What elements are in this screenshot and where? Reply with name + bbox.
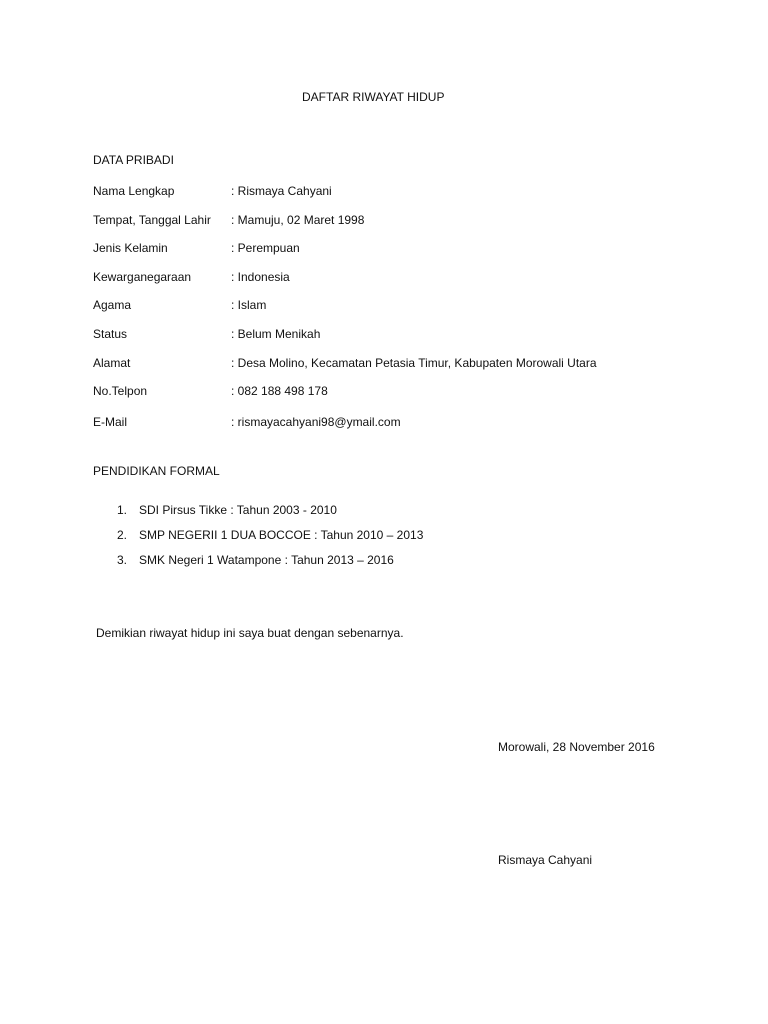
list-item-number: 1.: [117, 503, 128, 517]
value-religion: : Islam: [231, 298, 267, 312]
value-nationality: : Indonesia: [231, 270, 290, 284]
label-address: Alamat: [93, 356, 131, 370]
label-phone: No.Telpon: [93, 384, 148, 398]
value-gender: : Perempuan: [231, 241, 300, 255]
list-item-number: 2.: [117, 528, 128, 542]
value-email: : rismayacahyani98@ymail.com: [231, 415, 401, 429]
label-email: E-Mail: [93, 415, 128, 429]
signature-name: Rismaya Cahyani: [498, 853, 593, 867]
label-ttl: Tempat, Tanggal Lahir: [93, 213, 211, 227]
section-heading-personal: DATA PRIBADI: [93, 153, 174, 167]
closing-statement: Demikian riwayat hidup ini saya buat dengan sebenarnya.: [96, 626, 404, 640]
section-heading-education: PENDIDIKAN FORMAL: [93, 464, 220, 478]
list-item: SMK Negeri 1 Watampone : Tahun 2013 – 2016: [139, 553, 394, 567]
value-address: : Desa Molino, Kecamatan Petasia Timur, Kabupaten Morowali Utara: [231, 356, 597, 370]
value-nama: : Rismaya Cahyani: [231, 184, 332, 198]
label-religion: Agama: [93, 298, 132, 312]
label-gender: Jenis Kelamin: [93, 241, 168, 255]
value-status: : Belum Menikah: [231, 327, 321, 341]
label-nationality: Kewarganegaraan: [93, 270, 192, 284]
document-title: DAFTAR RIWAYAT HIDUP: [302, 90, 445, 104]
place-date: Morowali, 28 November 2016: [498, 740, 655, 754]
value-ttl: : Mamuju, 02 Maret 1998: [231, 213, 365, 227]
list-item: SMP NEGERII 1 DUA BOCCOE : Tahun 2010 – 2013: [139, 528, 424, 542]
list-item-number: 3.: [117, 553, 128, 567]
list-item: SDI Pirsus Tikke : Tahun 2003 - 2010: [139, 503, 337, 517]
label-nama: Nama Lengkap: [93, 184, 175, 198]
label-status: Status: [93, 327, 128, 341]
value-phone: : 082 188 498 178: [231, 384, 328, 398]
